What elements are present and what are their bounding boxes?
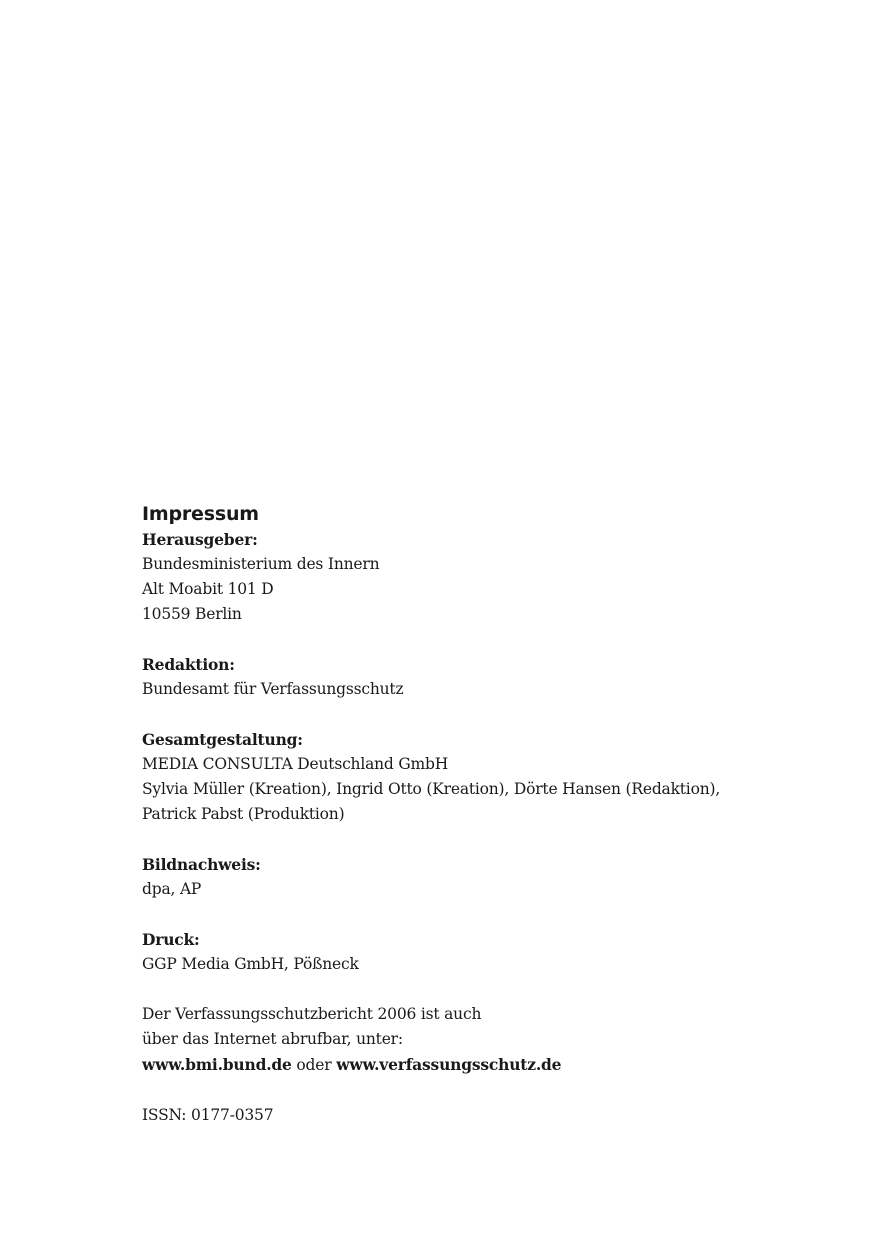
imprint-title: Impressum [142,503,259,525]
imprint-block [142,501,842,1153]
issn-value: ISSN: 0177-0357 [142,1106,274,1124]
publisher-label: Herausgeber: [142,530,258,549]
editorial-label: Redaktion: [142,655,235,674]
editorial-name: Bundesamt für Verfassungsschutz [142,680,404,698]
online-section [142,1002,842,1078]
publisher-street: Alt Moabit 101 D [142,580,274,598]
design-team-line-2: Patrick Pabst (Produktion) [142,805,345,823]
design-agency: MEDIA CONSULTA Deutschland GmbH [142,755,449,773]
bmi-link[interactable]: www.bmi.bund.de [142,1055,292,1074]
photo-credits-label: Bildnachweis: [142,855,261,874]
print-label: Druck: [142,930,200,949]
print-value: GGP Media GmbH, Pößneck [142,955,359,973]
design-label: Gesamtgestaltung: [142,730,303,749]
verfassungsschutz-link[interactable]: www.verfassungsschutz.de [336,1055,562,1074]
design-team-line-1: Sylvia Müller (Kreation), Ingrid Otto (Kreation), Dörte Hansen (Redaktion), [142,780,721,798]
online-links [142,1052,842,1078]
print-section [142,927,842,977]
link-connector: oder [291,1056,337,1074]
photo-credits-value: dpa, AP [142,880,202,898]
issn-section [142,1103,842,1128]
photo-credits-section [142,852,842,902]
publisher-name: Bundesministerium des Innern [142,555,380,573]
publisher-city: 10559 Berlin [142,605,242,623]
online-text-line-1: Der Verfassungsschutzbericht 2006 ist auch [142,1005,482,1023]
design-section [142,727,842,827]
online-text-line-2: über das Internet abrufbar, unter: [142,1030,403,1048]
publisher-section [142,527,842,627]
editorial-section [142,652,842,702]
